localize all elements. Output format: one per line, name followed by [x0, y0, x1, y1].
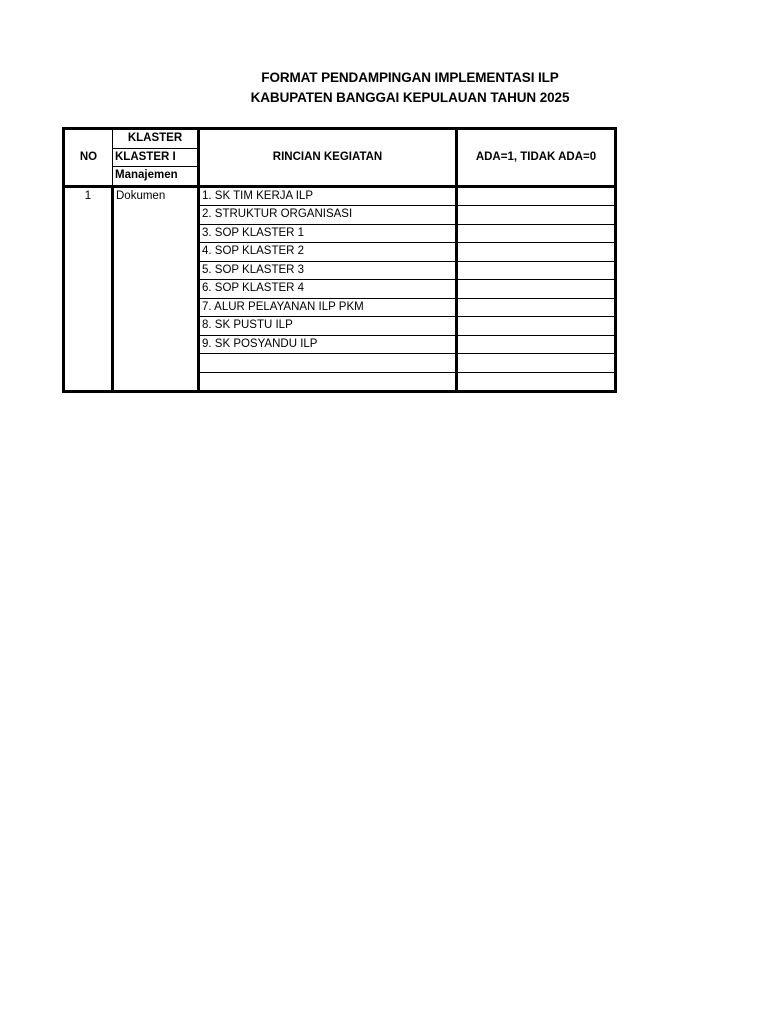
header-klaster: KLASTER	[113, 129, 199, 149]
activity-item: 4. SOP KLASTER 2	[199, 243, 457, 262]
activity-value[interactable]	[457, 206, 616, 225]
activity-item: 8. SK PUSTU ILP	[199, 317, 457, 336]
activity-value[interactable]	[457, 372, 616, 392]
activity-item: 2. STRUKTUR ORGANISASI	[199, 206, 457, 225]
activity-table	[62, 127, 617, 393]
activity-value[interactable]	[457, 261, 616, 280]
document-title: FORMAT PENDAMPINGAN IMPLEMENTASI ILP	[261, 70, 559, 85]
activity-value[interactable]	[457, 280, 616, 299]
header-rincian-kegiatan: RINCIAN KEGIATAN	[199, 129, 457, 187]
header-klaster-sub: Manajemen	[113, 167, 199, 187]
activity-value[interactable]	[457, 317, 616, 336]
activity-value[interactable]	[457, 335, 616, 354]
activity-item: 3. SOP KLASTER 1	[199, 224, 457, 243]
table-row	[64, 186, 616, 206]
row-klaster: Dokumen	[113, 186, 199, 392]
row-no: 1	[64, 186, 113, 392]
activity-item: 6. SOP KLASTER 4	[199, 280, 457, 299]
header-ada-tidak-ada: ADA=1, TIDAK ADA=0	[457, 129, 616, 187]
document-subtitle: KABUPATEN BANGGAI KEPULAUAN TAHUN 2025	[250, 90, 570, 105]
activity-item	[199, 372, 457, 392]
activity-value[interactable]	[457, 243, 616, 262]
activity-value[interactable]	[457, 224, 616, 243]
activity-value[interactable]	[457, 354, 616, 373]
activity-item: 9. SK POSYANDU ILP	[199, 335, 457, 354]
header-klaster-name: KLASTER I	[113, 148, 199, 167]
activity-value[interactable]	[457, 186, 616, 206]
activity-item: 7. ALUR PELAYANAN ILP PKM	[199, 298, 457, 317]
header-row	[64, 129, 616, 149]
activity-item: 5. SOP KLASTER 3	[199, 261, 457, 280]
activity-value[interactable]	[457, 298, 616, 317]
header-no: NO	[64, 129, 113, 187]
activity-item	[199, 354, 457, 373]
activity-item: 1. SK TIM KERJA ILP	[199, 186, 457, 206]
